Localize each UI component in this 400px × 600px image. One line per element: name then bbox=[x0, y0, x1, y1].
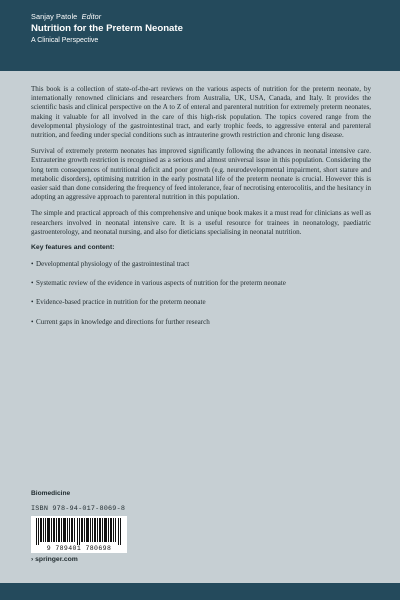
bullet-icon: • bbox=[31, 298, 34, 307]
features-list bbox=[31, 260, 371, 327]
feature-item bbox=[31, 318, 371, 327]
subject-category: Biomedicine bbox=[31, 490, 71, 497]
barcode-icon bbox=[36, 518, 122, 545]
feature-text: Systematic review of the evidence in various aspects of nutrition for the preterm neonate bbox=[36, 279, 286, 288]
bullet-icon: • bbox=[31, 260, 34, 269]
blurb bbox=[31, 85, 371, 337]
isbn-text: ISBN 978-94-017-8069-8 bbox=[31, 505, 126, 513]
bullet-icon: • bbox=[31, 317, 34, 326]
header-band bbox=[0, 0, 400, 71]
publisher-link[interactable]: › springer.com bbox=[31, 556, 78, 563]
feature-item bbox=[31, 260, 371, 269]
book-subtitle: A Clinical Perspective bbox=[31, 37, 99, 44]
features-heading: Key features and content: bbox=[31, 244, 115, 252]
barcode bbox=[31, 516, 127, 553]
blurb-paragraph-2: Survival of extremely preterm neonates has improved significantly following the advances in neonatal intensive care. Extrauterine growth restriction is recognised as a serious and almost universal issue in this population. Considering the long term consequences of nutritional deficit and poor growth (e.g. neurodevelopmental impairment, short stature and metabolic disorders), optimising nutrition in the early postnatal life of the preterm neonate is crucial. However this is easier said than done considering the frequency of feed intolerance, fear of necrotising enterocolitis, and the hesitancy in adopting an aggressive approach to parenteral nutrition in this population. bbox=[31, 147, 371, 202]
editor-line bbox=[31, 12, 101, 21]
feature-text: Evidence-based practice in nutrition for the preterm neonate bbox=[36, 298, 206, 307]
bullet-icon: • bbox=[31, 279, 34, 288]
footer-band bbox=[0, 583, 400, 600]
editor-role: Editor bbox=[81, 12, 102, 21]
feature-item bbox=[31, 279, 371, 288]
feature-text: Developmental physiology of the gastrointestinal tract bbox=[36, 260, 190, 269]
blurb-paragraph-1: This book is a collection of state-of-the-art reviews on the various aspects of nutrition for the preterm neonate, by internationally renowned clinicians and researchers from Australia, UK, USA, Canada, and Italy. It provides the scientific basis and clinical perspective on the A to Z of enteral and parenteral nutrition for extremely preterm neonates, making it valuable for all involved in the care of this high-risk population. The topics covered range from the developmental physiology of the gastrointestinal tract, and early trophic feeds, to aggressive enteral and parenteral nutrition, and feeding under special conditions such as intrauterine growth restriction and chronic lung disease. bbox=[31, 85, 371, 140]
editor-name: Sanjay Patole bbox=[31, 12, 78, 21]
feature-item bbox=[31, 298, 371, 307]
book-title: Nutrition for the Preterm Neonate bbox=[31, 23, 183, 34]
feature-text: Current gaps in knowledge and directions for further research bbox=[36, 317, 210, 326]
blurb-paragraph-3: The simple and practical approach of this comprehensive and unique book makes it a must read for clinicians as well as researchers involved in neonatal intensive care. It is a useful resource for trainees in neonatology, paediatric gastroenterology, and neonatal nursing, and also for dieticians specialising in neonatal nutrition. bbox=[31, 209, 371, 236]
barcode-digits: 9 789401 780698 bbox=[46, 545, 112, 552]
